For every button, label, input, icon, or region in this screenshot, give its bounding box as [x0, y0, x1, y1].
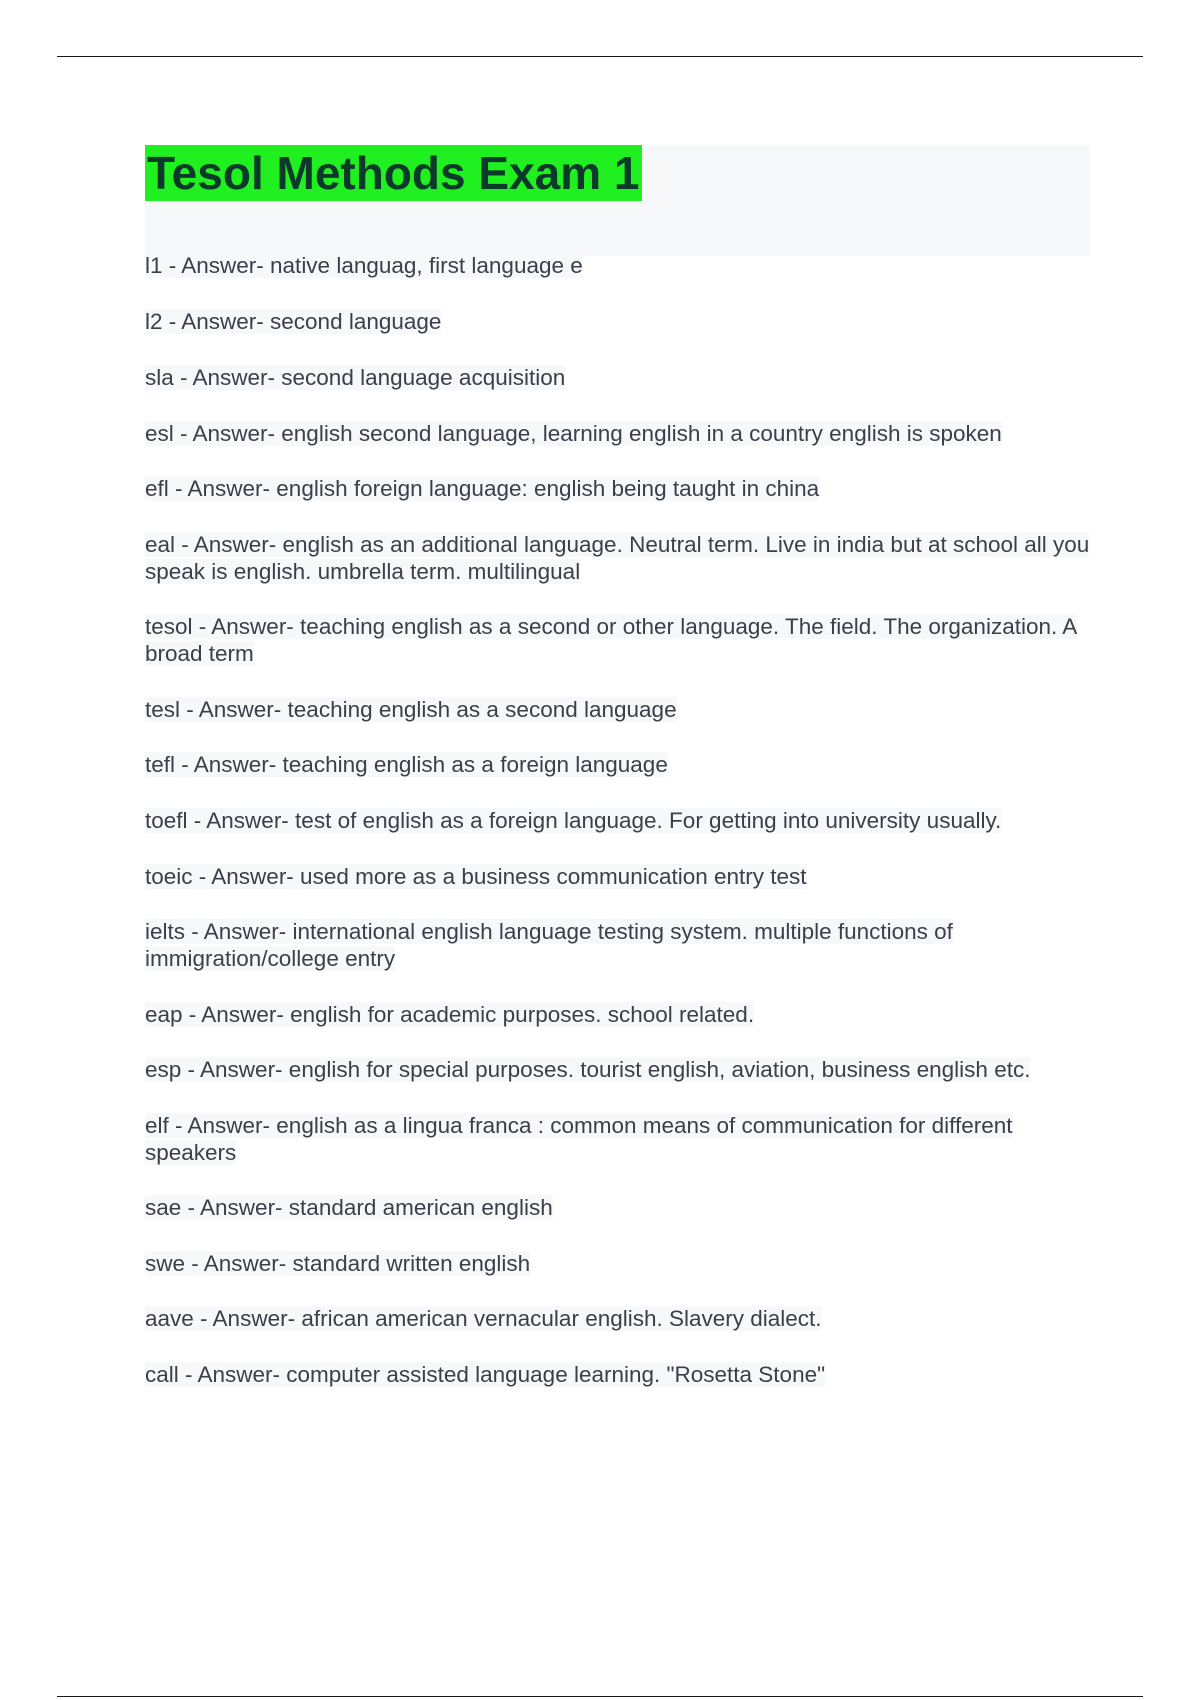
entry-toeic [145, 863, 1090, 890]
entry-l2 [145, 308, 1090, 335]
entry-text: aave - Answer- african american vernacular english. Slavery dialect. [145, 1306, 822, 1331]
entry-text: tesl - Answer- teaching english as a second language [145, 697, 677, 722]
entry-text: ielts - Answer- international english language testing system. multiple functions of immigration/college entry [145, 919, 953, 971]
entry-text: esp - Answer- english for special purposes. tourist english, aviation, business english etc. [145, 1057, 1031, 1082]
entry-text: elf - Answer- english as a lingua franca : common means of communication for different speakers [145, 1113, 1013, 1165]
entry-text: l2 - Answer- second language [145, 309, 442, 334]
entry-esp [145, 1056, 1090, 1083]
entry-text: efl - Answer- english foreign language: english being taught in china [145, 476, 820, 501]
entry-call [145, 1361, 1090, 1388]
entry-eal [145, 531, 1090, 585]
entry-sla [145, 364, 1090, 391]
entry-elf [145, 1112, 1090, 1166]
document-body [145, 145, 1090, 1388]
entry-text: eal - Answer- english as an additional language. Neutral term. Live in india but at school all you speak is english. umbrella term. multilingual [145, 532, 1090, 584]
entry-text: tefl - Answer- teaching english as a foreign language [145, 752, 668, 777]
entry-tefl [145, 751, 1090, 778]
entry-text: tesol - Answer- teaching english as a second or other language. The field. The organization. A broad term [145, 614, 1078, 666]
entry-text: call - Answer- computer assisted language learning. "Rosetta Stone" [145, 1362, 826, 1387]
bottom-rule [57, 1696, 1143, 1697]
entry-tesol [145, 613, 1090, 667]
entry-text: sla - Answer- second language acquisition [145, 365, 566, 390]
entry-esl [145, 420, 1090, 447]
entry-list [145, 252, 1090, 1388]
entry-sae [145, 1194, 1090, 1221]
entry-text: esl - Answer- english second language, learning english in a country english is spoken [145, 421, 1002, 446]
entry-efl [145, 475, 1090, 502]
entry-toefl [145, 807, 1090, 834]
entry-tesl [145, 696, 1090, 723]
entry-l1 [145, 252, 1090, 279]
entry-text: toeic - Answer- used more as a business communication entry test [145, 864, 807, 889]
title-block [145, 145, 1090, 256]
entry-text: toefl - Answer- test of english as a foreign language. For getting into university usually. [145, 808, 1002, 833]
entry-aave [145, 1305, 1090, 1332]
entry-ielts [145, 918, 1090, 972]
entry-eap [145, 1001, 1090, 1028]
entry-text: sae - Answer- standard american english [145, 1195, 553, 1220]
top-rule [57, 56, 1143, 57]
entry-text: swe - Answer- standard written english [145, 1251, 531, 1276]
entry-swe [145, 1250, 1090, 1277]
entry-text: eap - Answer- english for academic purposes. school related. [145, 1002, 755, 1027]
document-title: Tesol Methods Exam 1 [147, 147, 640, 199]
entry-text: l1 - Answer- native languag, first language e [145, 253, 583, 278]
